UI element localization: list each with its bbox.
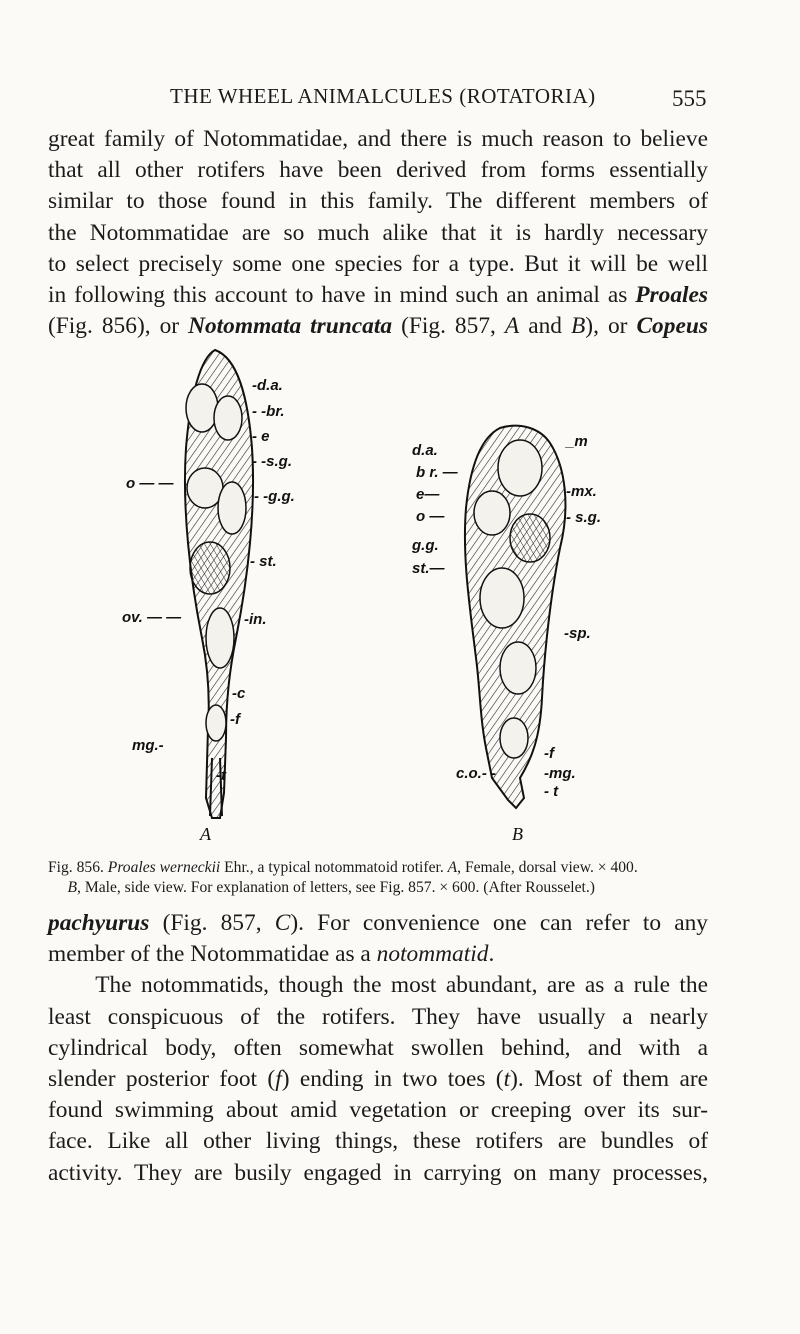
- svg-text:mg.-: mg.-: [132, 737, 164, 754]
- svg-text:ov. — —: ov. — —: [122, 609, 182, 626]
- text-line: face. Like all other living things, these rotifers are bundles of: [48, 1128, 708, 1155]
- figure-856: [120, 338, 680, 848]
- svg-text:-f: -f: [544, 745, 554, 762]
- text-line: activity. They are busily engaged in carrying on many processes,: [48, 1159, 708, 1186]
- text-line: found swimming about amid vegetation or creeping over its sur-: [48, 1097, 708, 1124]
- text-line: that all other rotifers have been derived from forms essentially: [48, 157, 708, 184]
- caption-line: Fig. 856. Proales werneckii Ehr., a typical notommatoid rotifer. A, Female, dorsal view. × 400.: [48, 859, 638, 876]
- text-line: similar to those found in this family. The different members of: [48, 188, 708, 215]
- svg-text:o — —: o — —: [126, 475, 174, 492]
- page-header: [0, 84, 800, 116]
- svg-text:-t: -t: [216, 767, 226, 784]
- svg-text:-mg.: -mg.: [544, 765, 576, 782]
- text-line: slender posterior foot (f) ending in two toes (t). Most of them are: [48, 1066, 708, 1093]
- svg-text:A: A: [200, 824, 211, 844]
- text-line: cylindrical body, often somewhat swollen behind, and with a: [48, 1034, 708, 1061]
- svg-text:- e: - e: [252, 428, 270, 445]
- svg-text:- s.g.: - s.g.: [566, 509, 602, 526]
- panel-a-drawing: [185, 350, 253, 818]
- svg-text:c.o.- -: c.o.- -: [456, 765, 496, 782]
- svg-text:-mx.: -mx.: [566, 483, 597, 500]
- svg-text:- -g.g.: - -g.g.: [254, 488, 295, 505]
- svg-text:- t: - t: [544, 783, 559, 800]
- svg-text:st.—: st.—: [412, 560, 445, 577]
- term-notommatid: notommatid: [376, 941, 489, 968]
- svg-text:- -br.: - -br.: [252, 403, 285, 420]
- svg-text:- st.: - st.: [250, 553, 277, 570]
- page-number: 555: [672, 86, 707, 111]
- svg-text:b r. —: b r. —: [416, 464, 458, 481]
- svg-text:_m: _m: [566, 433, 588, 450]
- text-line: the Notommatidae are so much alike that it is hardly necessary: [48, 219, 708, 246]
- text-line: least conspicuous of the rotifers. They have usually a nearly: [48, 1003, 708, 1030]
- text-line: (Fig. 856), or Notommata truncata (Fig. 857, A and B), or Copeus: [48, 313, 708, 340]
- svg-text:- -s.g.: - -s.g.: [252, 453, 292, 470]
- svg-text:o —: o —: [416, 508, 445, 525]
- paragraph-1: [48, 124, 708, 342]
- svg-text:-in.: -in.: [244, 611, 267, 628]
- svg-text:g.g.: g.g.: [412, 537, 439, 554]
- species-notommata: Notommata truncata: [188, 313, 393, 340]
- genus-copeus: Copeus: [636, 313, 708, 340]
- caption-species: Proales werneckii: [107, 859, 221, 876]
- figure-caption: [48, 858, 712, 898]
- text-line: member of the Notommatidae as a notommatid.: [48, 941, 495, 968]
- genus-proales: Proales: [635, 282, 708, 309]
- text-line: great family of Notommatidae, and there is much reason to believe: [48, 126, 708, 152]
- running-head: THE WHEEL ANIMALCULES (ROTATORIA): [170, 84, 596, 108]
- text-line: to select precisely some one species for a type. But it will be well: [48, 250, 708, 277]
- svg-text:B: B: [512, 824, 523, 844]
- svg-text:-sp.: -sp.: [564, 625, 591, 642]
- paragraph-2: [48, 908, 708, 1189]
- text-line: pachyurus (Fig. 857, C). For convenience one can refer to any: [48, 910, 708, 936]
- svg-text:-f: -f: [230, 711, 240, 728]
- rotifer-illustration: [120, 338, 680, 848]
- svg-text:-d.a.: -d.a.: [252, 377, 283, 394]
- text-line: The notommatids, though the most abundant, are as a rule the: [95, 972, 708, 999]
- svg-text:e—: e—: [416, 486, 440, 503]
- svg-text:-c: -c: [232, 685, 246, 702]
- text-line: in following this account to have in mind such an animal as Proales: [48, 282, 708, 309]
- caption-line: B, Male, side view. For explanation of letters, see Fig. 857. × 600. (After Rousselet.): [67, 879, 595, 896]
- species-pachyurus: pachyurus: [48, 910, 150, 936]
- svg-text:d.a.: d.a.: [412, 442, 438, 459]
